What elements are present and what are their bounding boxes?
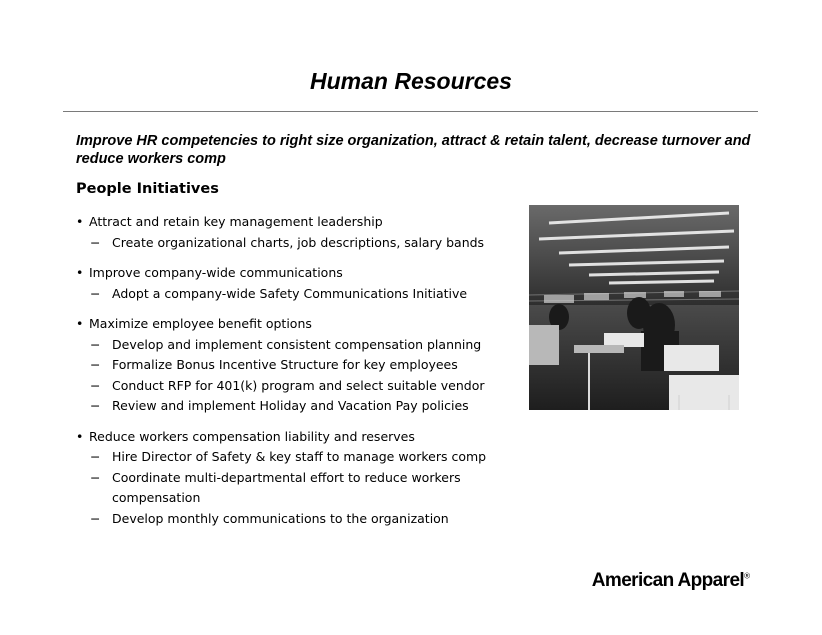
logo-text: American Apparel xyxy=(591,570,745,591)
sub-bullet-marker: − xyxy=(90,234,101,250)
bullet-marker: • xyxy=(76,265,84,280)
sub-bullet-text: Create organizational charts, job descriptions, salary bands xyxy=(112,234,485,250)
sub-bullet-item xyxy=(76,468,546,509)
sub-bullet-item xyxy=(76,335,546,356)
sub-bullet-list xyxy=(76,233,546,254)
sub-bullet-marker: − xyxy=(90,449,101,464)
sub-bullet-text: Coordinate multi-departmental effort to reduce workers compensation xyxy=(112,469,461,505)
bullet-list xyxy=(76,212,546,539)
slide-subtitle: Improve HR competencies to right size organization, attract & retain talent, decrease turnover and reduce workers comp xyxy=(76,133,751,167)
sub-bullet-text: Review and implement Holiday and Vacation Pay policies xyxy=(112,398,469,413)
sub-bullet-marker: − xyxy=(90,377,101,393)
bullet-text: Maximize employee benefit options xyxy=(89,316,312,331)
sub-bullet-marker: − xyxy=(90,469,101,485)
sub-bullet-item xyxy=(76,355,546,376)
sub-bullet-marker: − xyxy=(90,336,101,352)
bullet-row xyxy=(76,263,546,284)
sub-bullet-item xyxy=(76,509,546,530)
sub-bullet-text: Formalize Bonus Incentive Structure for key employees xyxy=(112,357,458,372)
factory-photo-illustration xyxy=(529,205,739,410)
sub-bullet-text: Develop and implement consistent compensation planning xyxy=(112,336,482,352)
american-apparel-logo xyxy=(592,570,750,592)
sub-bullet-item xyxy=(76,376,546,397)
sub-bullet-marker: − xyxy=(90,510,101,526)
bullet-text: Reduce workers compensation liability and reserves xyxy=(89,428,415,444)
bullet-item xyxy=(76,314,546,417)
sub-bullet-item xyxy=(76,284,546,305)
sub-bullet-text: Hire Director of Safety & key staff to manage workers comp xyxy=(112,449,487,464)
sub-bullet-list xyxy=(76,284,546,305)
bullet-item xyxy=(76,212,546,253)
bullet-item xyxy=(76,263,546,304)
sub-bullet-list xyxy=(76,447,546,529)
sub-bullet-text: Develop monthly communications to the organization xyxy=(112,510,449,526)
title-divider xyxy=(63,111,758,112)
sub-bullet-item xyxy=(76,447,546,468)
bullet-marker: • xyxy=(76,428,84,444)
section-heading: People Initiatives xyxy=(76,181,219,197)
sub-bullet-text: Conduct RFP for 401(k) program and select suitable vendor xyxy=(112,377,485,393)
sub-bullet-marker: − xyxy=(90,357,101,372)
sub-bullet-text: Adopt a company-wide Safety Communications Initiative xyxy=(112,285,468,301)
bullet-row xyxy=(76,212,546,233)
sub-bullet-marker: − xyxy=(90,285,101,301)
registered-mark: ® xyxy=(744,571,750,581)
sub-bullet-list xyxy=(76,335,546,417)
sub-bullet-item xyxy=(76,396,546,417)
sub-bullet-item xyxy=(76,233,546,254)
bullet-row xyxy=(76,427,546,448)
bullet-row xyxy=(76,314,546,335)
bullet-text: Attract and retain key management leadership xyxy=(89,214,383,229)
bullet-marker: • xyxy=(76,316,84,331)
bullet-text: Improve company-wide communications xyxy=(89,265,343,280)
factory-photo xyxy=(529,205,739,410)
bullet-item xyxy=(76,427,546,530)
bullet-marker: • xyxy=(76,214,84,229)
sub-bullet-marker: − xyxy=(90,398,101,413)
slide-title: Human Resources xyxy=(310,68,512,94)
